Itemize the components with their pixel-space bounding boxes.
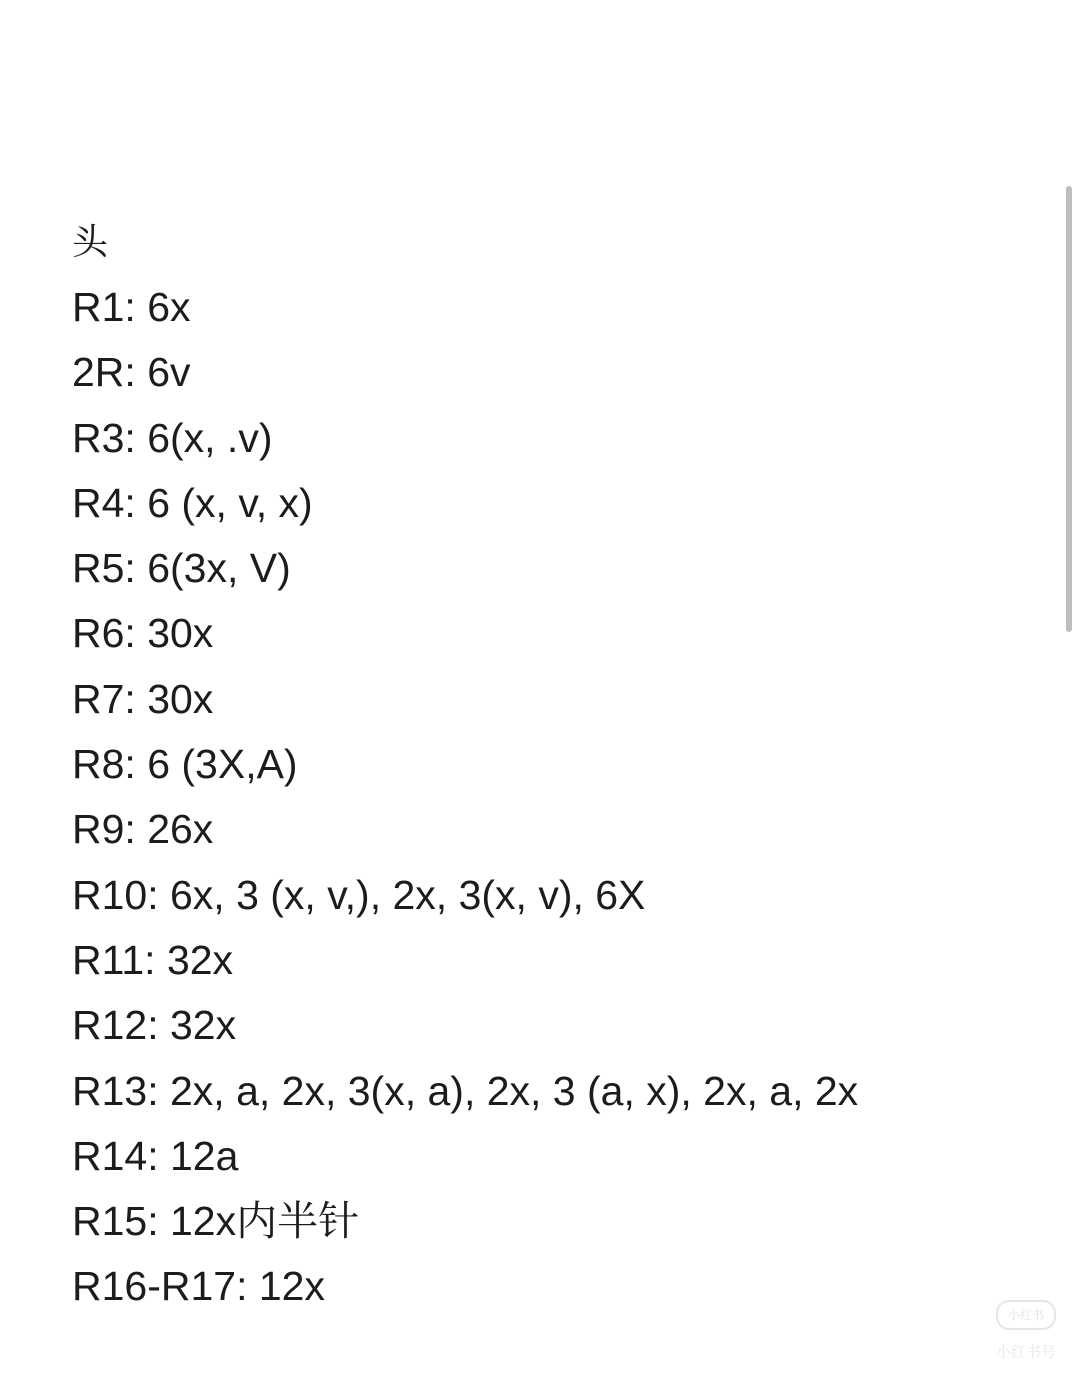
pattern-row: R6: 30x xyxy=(72,610,214,657)
vertical-scrollbar[interactable] xyxy=(1066,186,1072,632)
watermark-logo: 小红书 xyxy=(996,1300,1056,1330)
pattern-row: R9: 26x xyxy=(72,806,214,853)
pattern-row: R16-R17: 12x xyxy=(72,1263,325,1310)
pattern-row: R1: 6x xyxy=(72,284,191,330)
pattern-row: R10: 6x, 3 (x, v,), 2x, 3(x, v), 6X xyxy=(72,871,646,918)
note-content xyxy=(72,210,1032,1320)
pattern-row: R14: 12a xyxy=(72,1132,239,1179)
note-heading: 头 xyxy=(72,222,109,263)
pattern-row: R15: 12x内半针 xyxy=(72,1198,360,1245)
pattern-row: 2R: 6v xyxy=(72,349,191,396)
pattern-row: R5: 6(3x, V) xyxy=(72,545,291,592)
watermark-text: 小红书号 xyxy=(995,1343,1056,1361)
pattern-row: R11: 32x xyxy=(72,936,234,983)
pattern-row: R3: 6(x, .v) xyxy=(72,414,273,461)
pattern-row: R8: 6 (3X,A) xyxy=(72,741,298,788)
pattern-row: R13: 2x, a, 2x, 3(x, a), 2x, 3 (a, x), 2x, a, 2x xyxy=(72,1067,859,1114)
pattern-row: R4: 6 (x, v, x) xyxy=(72,479,313,526)
pattern-row: R7: 30x xyxy=(72,675,214,722)
pattern-row: R12: 32x xyxy=(72,1002,237,1049)
